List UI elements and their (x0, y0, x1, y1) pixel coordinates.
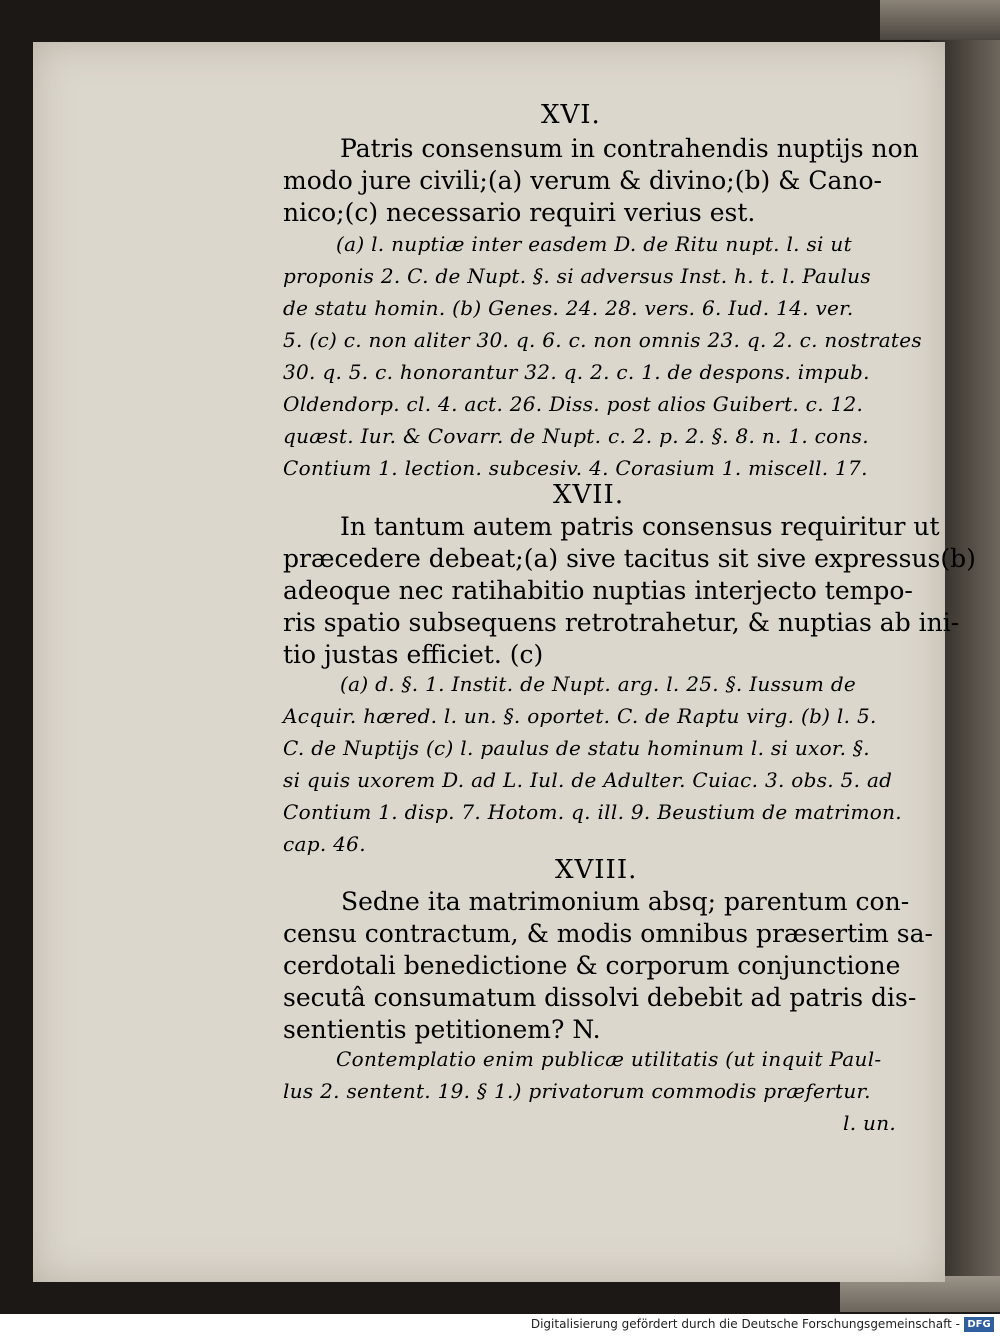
xvii-note-line-3: C. de Nuptijs (c) l. paulus de statu hominum l. si uxor. §. (283, 736, 870, 760)
digitization-footer (0, 1314, 1000, 1336)
xvi-note-line-5: 30. q. 5. c. honorantur 32. q. 2. c. 1. de despons. impub. (283, 360, 870, 384)
xvii-text-line-5: tio justas efficiet. (c) (283, 640, 544, 669)
document-page (33, 42, 976, 1282)
xvii-note-line-6: cap. 46. (283, 832, 366, 856)
xvi-text-line-1: Patris consensum in contrahendis nuptijs non (340, 134, 919, 163)
xvii-text-line-4: ris spatio subsequens retrotrahetur, & nuptias ab ini- (283, 608, 960, 637)
catchword: l. un. (843, 1111, 897, 1135)
xvii-note-line-4: si quis uxorem D. ad L. Iul. de Adulter. Cuiac. 3. obs. 5. ad (283, 768, 893, 792)
xvii-note-line-2: Acquir. hæred. l. un. §. oportet. C. de Raptu virg. (b) l. 5. (283, 704, 877, 728)
xviii-text-line-3: cerdotali benedictione & corporum conjunctione (283, 951, 901, 980)
xviii-note-line-1: Contemplatio enim publicæ utilitatis (ut inquit Paul- (336, 1047, 882, 1071)
xviii-note-line-2: lus 2. sentent. 19. § 1.) privatorum commodis præfertur. (283, 1079, 871, 1103)
section-heading-xviii: XVIII. (555, 855, 638, 885)
xvi-text-line-3: nico;(c) necessario requiri verius est. (283, 198, 756, 227)
page-edge-top (880, 0, 1000, 40)
xvi-note-line-8: Contium 1. lection. subcesiv. 4. Corasium 1. miscell. 17. (283, 456, 868, 480)
xvii-text-line-2: præcedere debeat;(a) sive tacitus sit sive expressus(b) (283, 544, 976, 573)
xviii-text-line-5: sentientis petitionem? N. (283, 1015, 601, 1044)
dfg-logo: DFG (964, 1317, 994, 1332)
section-heading-xvii: XVII. (553, 480, 625, 510)
xvii-note-line-5: Contium 1. disp. 7. Hotom. q. ill. 9. Beustium de matrimon. (283, 800, 902, 824)
xvii-text-line-1: In tantum autem patris consensus requiritur ut (340, 512, 940, 541)
xviii-text-line-4: secutâ consumatum dissolvi debebit ad patris dis- (283, 983, 917, 1012)
xvi-note-line-2: proponis 2. C. de Nupt. §. si adversus Inst. h. t. l. Paulus (283, 264, 871, 288)
xvii-note-line-1: (a) d. §. 1. Instit. de Nupt. arg. l. 25. §. Iussum de (340, 672, 857, 696)
footer-credit: Digitalisierung gefördert durch die Deutsche Forschungsgemeinschaft - (530, 1317, 960, 1331)
xvi-note-line-3: de statu homin. (b) Genes. 24. 28. vers. 6. Iud. 14. ver. (283, 296, 854, 320)
xvi-text-line-2: modo jure civili;(a) verum & divino;(b) & Cano- (283, 166, 882, 195)
xvi-note-line-6: Oldendorp. cl. 4. act. 26. Diss. post alios Guibert. c. 12. (283, 392, 864, 416)
xvi-note-line-1: (a) l. nuptiæ inter easdem D. de Ritu nupt. l. si ut (336, 232, 852, 256)
xviii-text-line-2: censu contractum, & modis omnibus præsertim sa- (283, 919, 933, 948)
xviii-text-line-1: Sedne ita matrimonium absq; parentum con- (341, 887, 910, 916)
xvi-note-line-4: 5. (c) c. non aliter 30. q. 6. c. non omnis 23. q. 2. c. nostrates (283, 328, 922, 352)
xvii-text-line-3: adeoque nec ratihabitio nuptias interjecto tempo- (283, 576, 913, 605)
section-heading-xvi: XVI. (541, 100, 601, 130)
xvi-note-line-7: quæst. Iur. & Covarr. de Nupt. c. 2. p. 2. §. 8. n. 1. cons. (283, 424, 869, 448)
